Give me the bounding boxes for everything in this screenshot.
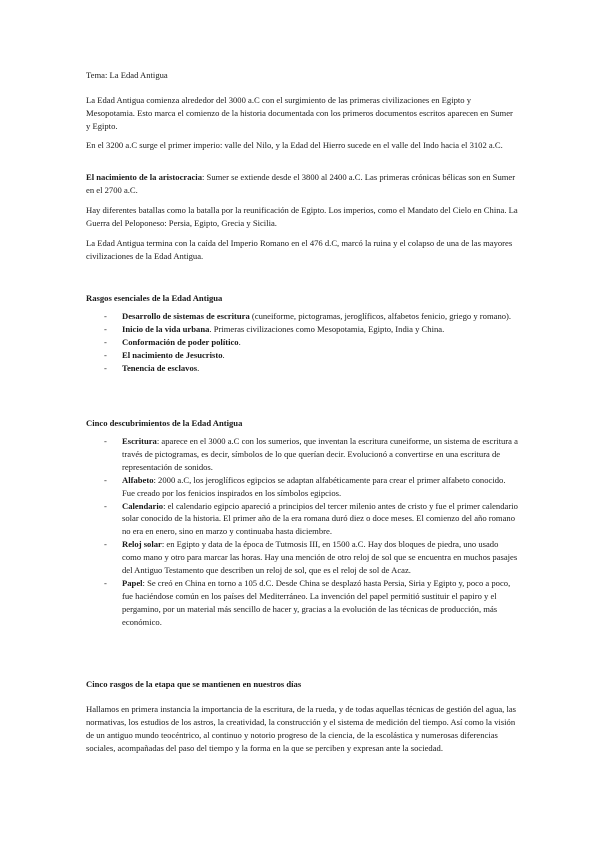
closing-paragraph: Hallamos en primera instancia la importancia de la escritura, de la rueda, y de todas aquellas técnicas de gestión del agua, las normativas, los estudios de los astros, la creatividad, la construcción y el sistema de medición del tiempo. Así como la visión de un antiguo mundo teocéntrico, al continuo y notorio progreso de la ciencia, de la escolástica y numerosas diferencias sociales, acompañadas del paso del tiempo y la forma en la que se perciben y expresan ante la sociedad. <box>86 704 516 753</box>
item-bold-lead: Alfabeto <box>122 474 154 485</box>
list-item <box>86 474 518 500</box>
descubrimientos-list <box>86 435 518 629</box>
section-heading-rasgos: Rasgos esenciales de la Edad Antigua <box>86 293 223 303</box>
item-text: : Se creó en China en torno a 105 d.C. Desde China se desplazó hasta Persia, Siria y Egipto y, poco a poco, fue haciéndose común en los países del Mediterráneo. La invención del papel permitió sustituir el papiro y el pergamino, por un material más sencillo de hacer y, gracias a la evolución de las técnicas de producción, más económico. <box>122 577 511 627</box>
item-bold-lead: Escritura <box>122 436 157 446</box>
item-bold-lead: Reloj solar <box>122 539 162 550</box>
bullet-dash: - <box>104 474 107 485</box>
bullet-dash: - <box>104 311 107 321</box>
bullet-dash: - <box>104 349 107 360</box>
rasgos-list <box>86 310 518 375</box>
section-heading-rasgos-etapa: Cinco rasgos de la etapa que se mantienen en nuestros días <box>86 679 302 689</box>
paragraph-text: La Edad Antigua termina con la caída del Imperio Romano en el 476 d.C, marcó la ruina y el colapso de una de las mayores civilizaciones de la Edad Antigua. <box>86 238 513 261</box>
bullet-dash: - <box>104 539 107 550</box>
list-item <box>86 538 518 577</box>
item-text: . <box>222 349 225 360</box>
intro-paragraph <box>86 204 518 230</box>
item-text: : en Egipto y data de la época de Tutmosis III, en 1500 a.C. Hay dos bloques de piedra, uno usado como mano y otro para marcar las horas. Hay una mención de otro reloj de sol que se encuentra en muchos pasajes del Antiguo Testamento que describen un reloj de sol, que es el reloj de sol de Acaz. <box>122 539 518 576</box>
section-heading-descubrimientos: Cinco descubrimientos de la Edad Antigua <box>86 418 243 428</box>
item-text: : 2000 a.C, los jeroglíficos egipcios se adaptan alfabéticamente para crear el primer alfabeto conocido. Fue creado por los fenicios inspirados en los símbolos egipcios. <box>122 474 506 498</box>
intro-paragraph <box>86 94 518 133</box>
document-title: Tema: La Edad Antigua <box>86 70 168 80</box>
item-text: . <box>197 362 200 373</box>
item-bold-lead: Calendario <box>122 500 164 511</box>
paragraph-text: En el 3200 a.C surge el primer imperio: valle del Nilo, y la Edad del Hierro sucede en el valle del Indo hacia el 3102 a.C. <box>86 140 503 150</box>
list-item <box>86 362 518 375</box>
bullet-dash: - <box>104 336 107 347</box>
bullet-dash: - <box>104 500 107 511</box>
list-item <box>86 310 518 323</box>
paragraph-text: : Sumer se extiende desde el 3800 al 2400 a.C. Las primeras crónicas bélicas son en Sumer en el 2700 a.C. <box>86 172 516 195</box>
item-text: : el calendario egipcio apareció a principios del tercer milenio antes de cristo y fue el primer calendario solar conocido de la historia. El primer año de la era romana duró diez o doce meses. El comienzo del año romano no era en enero, sino en marzo y continuaba hasta diciembre. <box>122 500 518 537</box>
paragraph-text: La Edad Antigua comienza alrededor del 3000 a.C con el surgimiento de las primeras civilizaciones en Egipto y Mesopotamia. Esto marca el comienzo de la historia documentada con los primeros documentos escritos aparecen en Sumer y Egipto. <box>86 95 513 131</box>
list-item <box>86 500 518 539</box>
intro-paragraph <box>86 139 518 152</box>
item-text: . <box>238 336 241 347</box>
list-item <box>86 349 518 362</box>
item-bold-lead: Inicio de la vida urbana <box>122 323 210 334</box>
list-item <box>86 435 518 474</box>
item-bold-lead: El nacimiento de Jesucristo <box>122 349 223 360</box>
item-bold-lead: Tenencia de esclavos <box>122 362 198 373</box>
item-text: : aparece en el 3000 a.C con los sumerios, que inventan la escritura cuneiforme, un sistema de escritura a través de pictogramas, es decir, símbolos de lo que querían decir. Evolucionó a convertirse en una escritura de representación de sonidos. <box>122 436 518 472</box>
item-bold-lead: Papel <box>122 577 143 588</box>
paragraph-bold-lead: El nacimiento de la aristocracia <box>86 172 202 182</box>
list-item <box>86 336 518 349</box>
bullet-dash: - <box>104 362 107 373</box>
item-text: (cuneiforme, pictogramas, jeroglíficos, alfabetos fenicio, griego y romano). <box>249 311 512 321</box>
list-item <box>86 577 518 629</box>
bullet-dash: - <box>104 323 107 334</box>
item-bold-lead: Desarrollo de sistemas de escritura <box>122 311 250 321</box>
intro-paragraph <box>86 171 518 197</box>
paragraph-text: Hay diferentes batallas como la batalla por la reunificación de Egipto. Los imperios, como el Mandato del Cielo en China. La Guerra del Peloponeso: Persia, Egipto, Grecia y Sicilia. <box>86 205 518 228</box>
intro-paragraph <box>86 237 518 263</box>
item-bold-lead: Conformación de poder político <box>122 336 239 347</box>
bullet-dash: - <box>104 436 107 446</box>
item-text: . Primeras civilizaciones como Mesopotamia, Egipto, India y China. <box>209 323 445 334</box>
list-item <box>86 323 518 336</box>
bullet-dash: - <box>104 577 107 588</box>
